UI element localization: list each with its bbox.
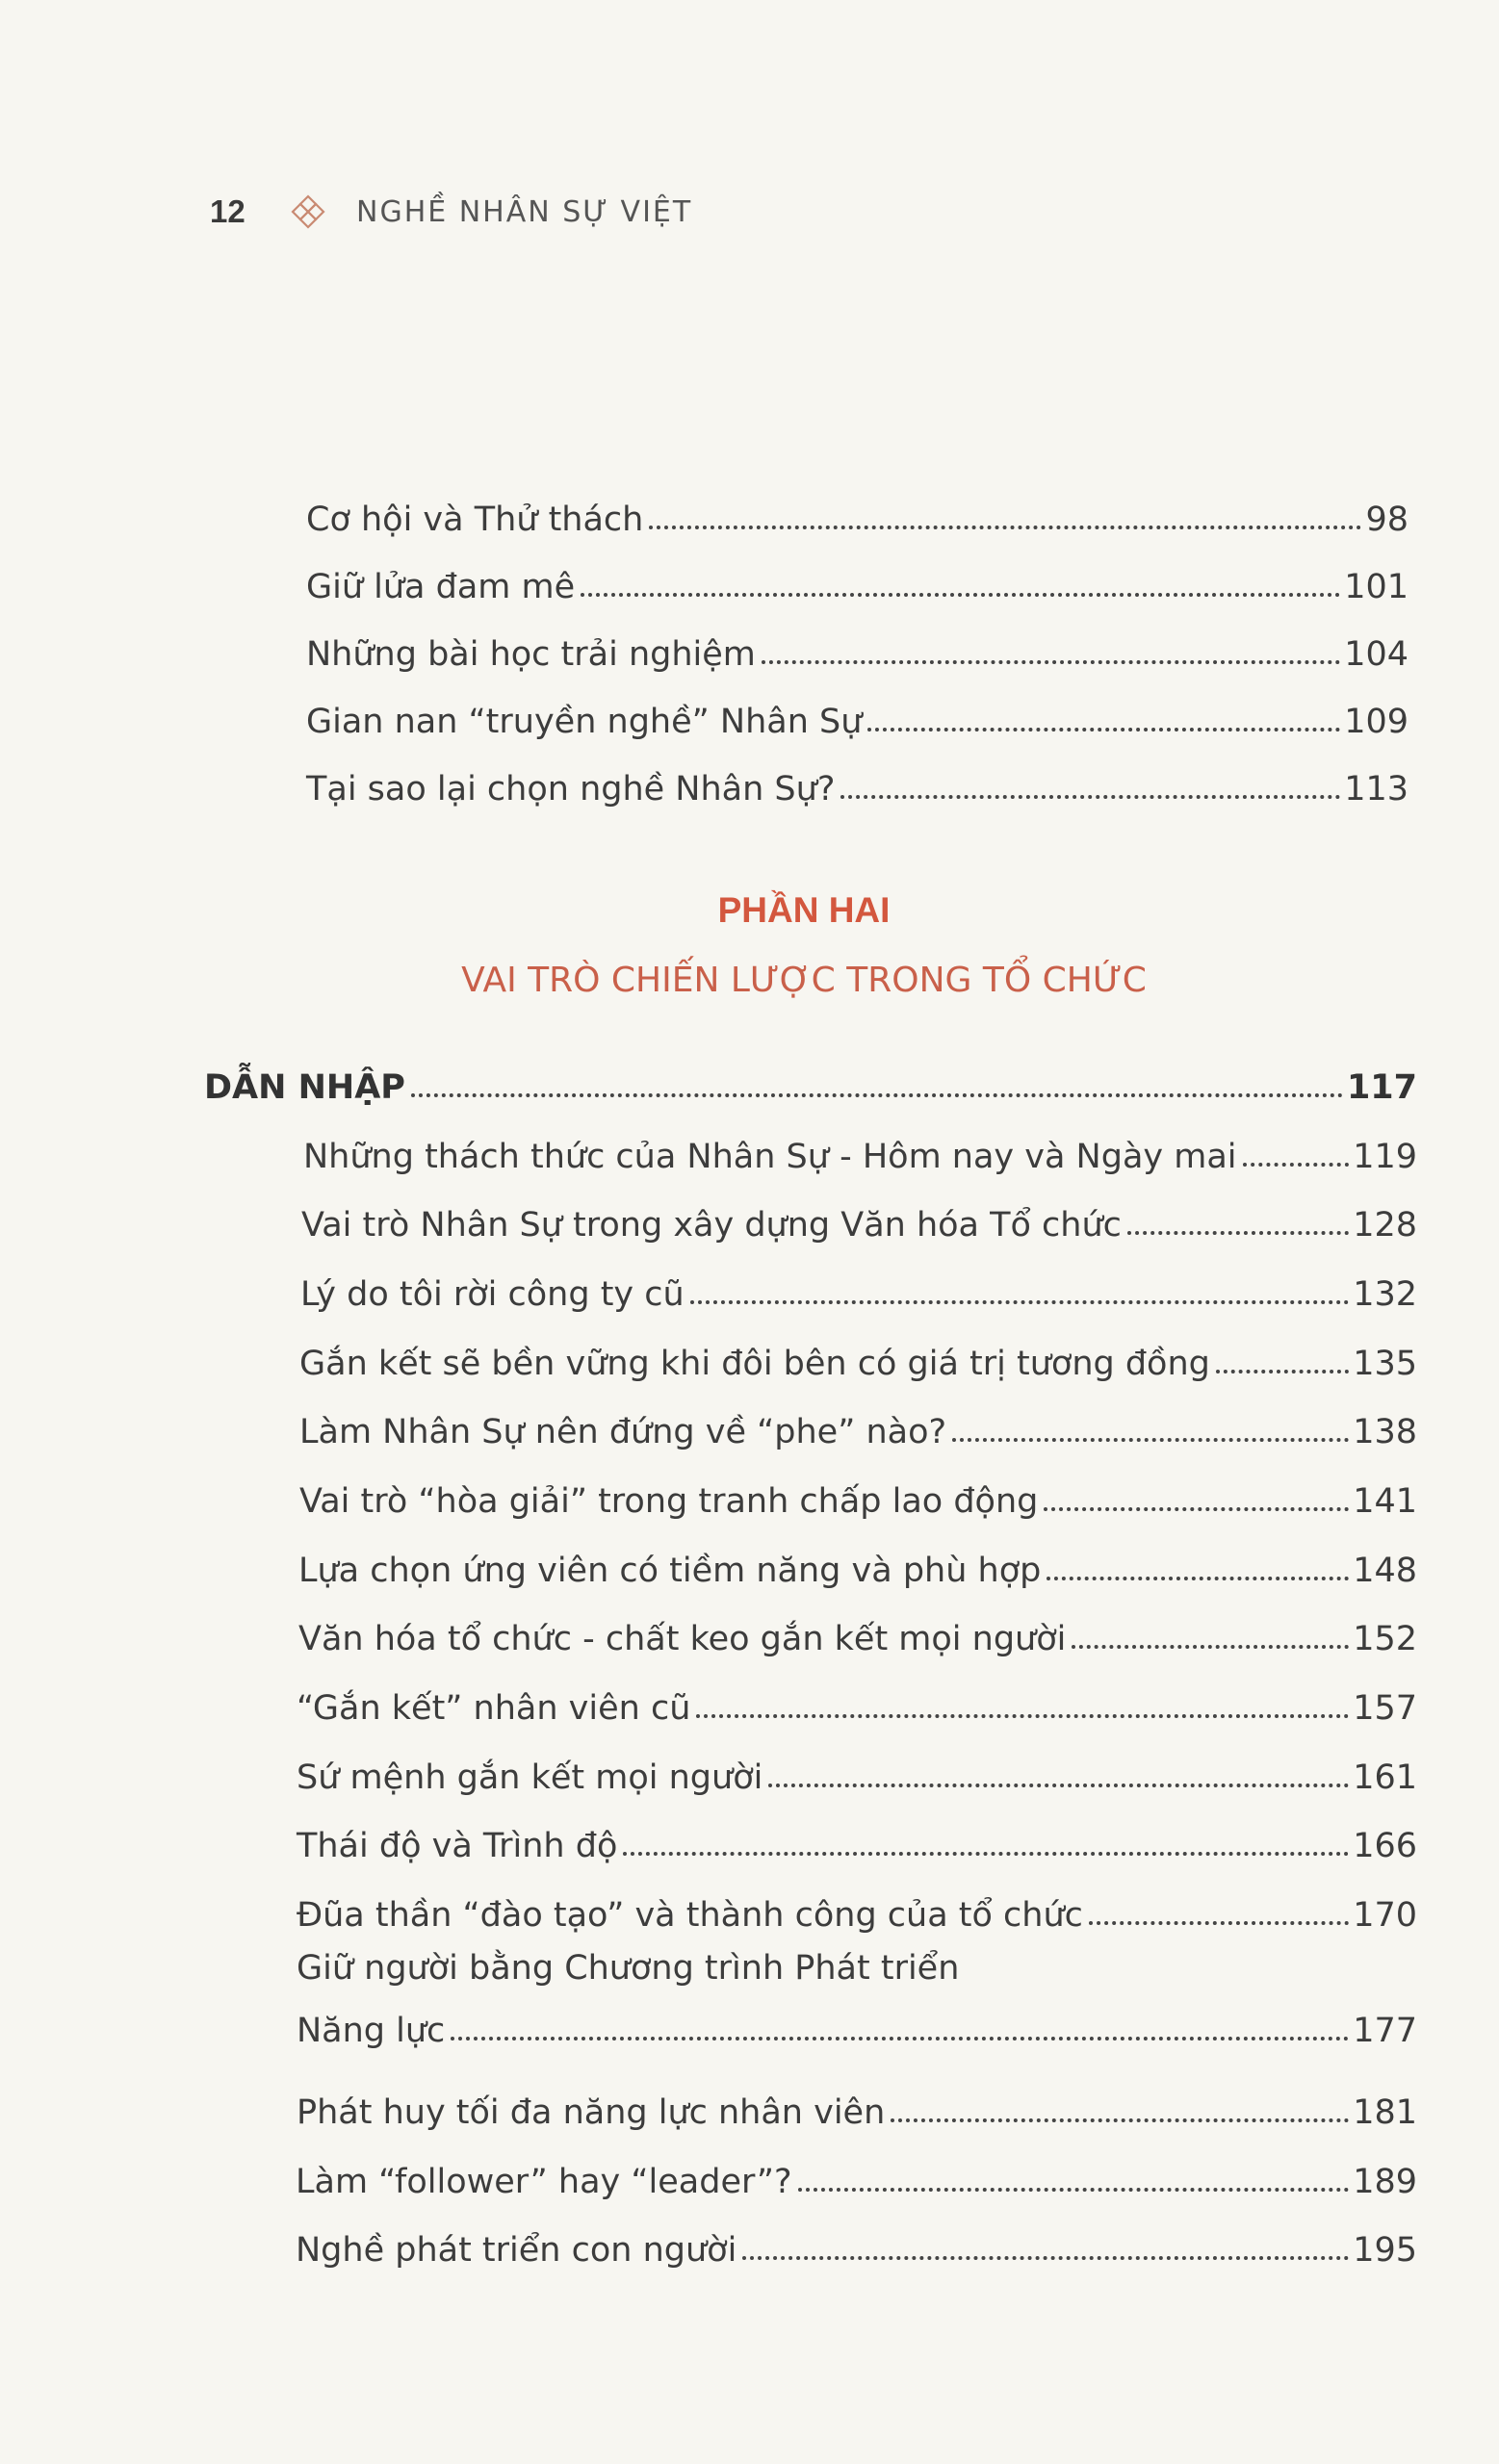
toc-entry[interactable]: [306, 693, 1409, 741]
leader-dots: [1044, 1507, 1349, 1511]
toc-entry-page: 141: [1353, 1482, 1417, 1521]
toc-entry-title: Tại sao lại chọn nghề Nhân Sự?: [306, 770, 836, 808]
toc-entry[interactable]: [296, 2221, 1417, 2270]
leader-dots: [1047, 1577, 1349, 1580]
toc-entry-title-line1: Giữ người bằng Chương trình Phát triển: [297, 1949, 960, 1988]
leader-dots: [952, 1438, 1349, 1442]
toc-entry[interactable]: [306, 760, 1409, 808]
toc-entry-title: Cơ hội và Thử thách: [306, 500, 644, 539]
toc-entry-two-line[interactable]: [297, 1944, 1417, 2050]
toc-entry-line2: [297, 1992, 1417, 2050]
toc-entry-title: Lý do tôi rời công ty cũ: [300, 1275, 685, 1314]
leader-dots: [891, 2118, 1349, 2122]
toc-entry[interactable]: [306, 558, 1409, 606]
toc-entry[interactable]: [298, 1542, 1417, 1590]
toc-entry-page: 138: [1353, 1413, 1417, 1451]
toc-entry[interactable]: [306, 626, 1409, 674]
toc-entry-page: 148: [1353, 1552, 1417, 1590]
toc-entry-page: 132: [1353, 1275, 1417, 1314]
toc-entry[interactable]: [297, 2084, 1417, 2132]
running-title: NGHỀ NHÂN SỰ VIỆT: [356, 194, 693, 229]
toc-entry-title: Những bài học trải nghiệm: [306, 635, 756, 674]
leader-dots: [1216, 1370, 1349, 1373]
toc-entry-page: 152: [1353, 1620, 1417, 1658]
toc-entry[interactable]: [297, 1886, 1417, 1935]
toc-entry-title: Thái độ và Trình độ: [297, 1827, 618, 1865]
toc-entry-title: Gian nan “truyền nghề” Nhân Sự: [306, 703, 863, 741]
toc-entry-title: Lựa chọn ứng viên có tiềm năng và phù hợp: [298, 1552, 1042, 1590]
leader-dots: [696, 1714, 1349, 1718]
toc-entry[interactable]: [296, 2153, 1417, 2201]
toc-entry-title: Vai trò Nhân Sự trong xây dựng Văn hóa Tổ chức: [301, 1206, 1122, 1245]
toc-entry-page: 117: [1346, 1068, 1417, 1107]
leader-dots: [649, 526, 1361, 529]
toc-entry-page: 195: [1353, 2231, 1417, 2270]
toc-entry-title: DẪN NHẬP: [204, 1068, 405, 1107]
toc-entry-page: 170: [1353, 1896, 1417, 1935]
toc-entry-title: Làm Nhân Sự nên đứng về “phe” nào?: [299, 1413, 947, 1451]
toc-entry[interactable]: [299, 1335, 1417, 1383]
toc-entry-page: 109: [1344, 703, 1409, 741]
toc-entry-title-line2: Năng lực: [297, 2012, 446, 2050]
toc-entry-title: Gắn kết sẽ bền vững khi đôi bên có giá trị tương đồng: [299, 1345, 1210, 1383]
toc-entry-page: 128: [1353, 1206, 1417, 1245]
leader-dots: [1072, 1645, 1349, 1649]
part-subtitle: VAI TRÒ CHIẾN LƯỢC TRONG TỔ CHỨC: [461, 961, 1147, 1000]
toc-entry-title: Giữ lửa đam mê: [306, 568, 576, 606]
leader-dots: [581, 593, 1340, 597]
leader-dots: [867, 728, 1340, 732]
toc-entry-title: Vai trò “hòa giải” trong tranh chấp lao động: [299, 1482, 1039, 1521]
toc-entry-page: 189: [1353, 2163, 1417, 2201]
leader-dots: [798, 2188, 1350, 2192]
leader-dots: [690, 1300, 1349, 1304]
toc-entry-title: Đũa thần “đào tạo” và thành công của tổ chức: [297, 1896, 1083, 1935]
toc-entry-page: 113: [1344, 770, 1409, 808]
leader-dots: [762, 660, 1340, 664]
toc-entry-title: Làm “follower” hay “leader”?: [296, 2163, 792, 2201]
toc-entry-page: 177: [1353, 2012, 1417, 2050]
toc-entry-title: Văn hóa tổ chức - chất keo gắn kết mọi người: [298, 1620, 1067, 1658]
toc-entry-page: 101: [1344, 568, 1409, 606]
toc-entry-page: 161: [1353, 1758, 1417, 1797]
toc-entry[interactable]: [301, 1196, 1417, 1245]
toc-entry-page: 135: [1353, 1345, 1417, 1383]
leader-dots: [1089, 1921, 1349, 1925]
leader-dots: [768, 1784, 1349, 1787]
toc-entry[interactable]: [300, 1266, 1417, 1314]
toc-entry-title: Những thách thức của Nhân Sự - Hôm nay và Ngày mai: [303, 1138, 1237, 1176]
knot-ornament-icon: [289, 192, 327, 231]
toc-entry-title: Sứ mệnh gắn kết mọi người: [297, 1758, 763, 1797]
leader-dots: [1127, 1231, 1349, 1235]
toc-entry-intro[interactable]: [204, 1059, 1417, 1107]
leader-dots: [742, 2256, 1349, 2260]
toc-entry[interactable]: [299, 1403, 1417, 1451]
toc-entry[interactable]: [297, 1680, 1417, 1728]
toc-entry[interactable]: [306, 491, 1409, 539]
toc-entry[interactable]: [297, 1749, 1417, 1797]
leader-dots: [451, 2037, 1349, 2040]
toc-entry-title: Nghề phát triển con người: [296, 2231, 737, 2270]
toc-entry-page: 104: [1344, 635, 1409, 674]
toc-entry-title: Phát huy tối đa năng lực nhân viên: [297, 2093, 886, 2132]
leader-dots: [623, 1852, 1349, 1856]
toc-entry-page: 181: [1353, 2093, 1417, 2132]
leader-dots: [1243, 1163, 1350, 1167]
toc-entry-page: 98: [1365, 500, 1409, 539]
toc-entry[interactable]: [297, 1817, 1417, 1865]
page-number: 12: [210, 193, 246, 229]
toc-entry[interactable]: [303, 1128, 1417, 1176]
leader-dots: [411, 1093, 1343, 1097]
toc-entry-page: 157: [1353, 1689, 1417, 1728]
toc-entry-page: 166: [1353, 1827, 1417, 1865]
toc-entry[interactable]: [298, 1610, 1417, 1658]
toc-entry-page: 119: [1353, 1138, 1417, 1176]
running-header: [210, 183, 692, 241]
leader-dots: [840, 795, 1340, 799]
toc-entry-title: “Gắn kết” nhân viên cũ: [297, 1689, 691, 1728]
part-title: PHẦN HAI: [717, 890, 891, 930]
toc-entry[interactable]: [299, 1473, 1417, 1521]
